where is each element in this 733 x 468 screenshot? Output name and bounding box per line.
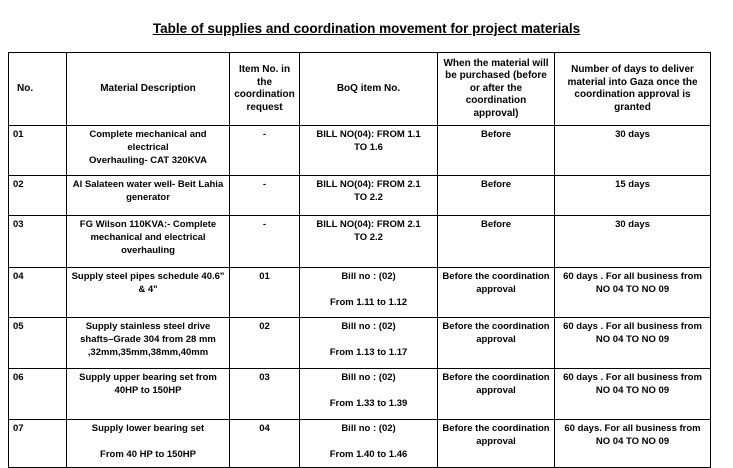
row-item-no: - (230, 176, 300, 216)
row-purchase: Before the coordination approval (438, 369, 555, 420)
row-no: 04 (9, 268, 67, 318)
row-delivery: 60 days. For all business from NO 04 TO NO 09 (555, 420, 711, 468)
row-purchase: Before (438, 176, 555, 216)
table-row (9, 216, 711, 268)
row-purchase: Before (438, 126, 555, 176)
row-item-no: 03 (230, 369, 300, 420)
row-no: 03 (9, 216, 67, 268)
row-description: Supply steel pipes schedule 40.6" & 4" (67, 268, 230, 318)
row-purchase: Before the coordination approval (438, 420, 555, 468)
row-delivery: 15 days (555, 176, 711, 216)
row-description: Supply upper bearing set from 40HP to 150HP (67, 369, 230, 420)
row-description: Supply lower bearing set From 40 HP to 150HP (67, 420, 230, 468)
row-delivery: 60 days . For all business from NO 04 TO NO 09 (555, 268, 711, 318)
row-item-no: 04 (230, 420, 300, 468)
row-purchase: Before the coordination approval (438, 318, 555, 369)
row-purchase: Before the coordination approval (438, 268, 555, 318)
table-row (9, 126, 711, 176)
row-boq: Bill no : (02) From 1.33 to 1.39 (300, 369, 438, 420)
row-boq: Bill no : (02) From 1.40 to 1.46 (300, 420, 438, 468)
row-item-no: 02 (230, 318, 300, 369)
row-no: 07 (9, 420, 67, 468)
header-row (9, 53, 711, 126)
header-no: No. (9, 53, 67, 126)
row-item-no: 01 (230, 268, 300, 318)
row-delivery: 30 days (555, 126, 711, 176)
header-boq: BoQ item No. (300, 53, 438, 126)
table-row (9, 176, 711, 216)
row-description: Supply stainless steel drive shafts–Grade 304 from 28 mm ,32mm,35mm,38mm,40mm (67, 318, 230, 369)
supplies-table (8, 52, 711, 468)
row-no: 05 (9, 318, 67, 369)
row-delivery: 60 days . For all business from NO 04 TO NO 09 (555, 369, 711, 420)
document-title: Table of supplies and coordination movement for project materials (152, 21, 581, 36)
row-description: FG Wilson 110KVA:- Complete mechanical and electrical overhauling (67, 216, 230, 268)
row-no: 06 (9, 369, 67, 420)
header-description: Material Description (67, 53, 230, 126)
row-boq: Bill no : (02) From 1.11 to 1.12 (300, 268, 438, 318)
table-row (9, 420, 711, 468)
row-description: Al Salateen water well- Beit Lahia generator (67, 176, 230, 216)
table-row (9, 318, 711, 369)
table-row (9, 369, 711, 420)
header-delivery: Number of days to deliver material into Gaza once the coordination approval is granted (555, 53, 711, 126)
row-delivery: 60 days . For all business from NO 04 TO NO 09 (555, 318, 711, 369)
row-boq: Bill no : (02) From 1.13 to 1.17 (300, 318, 438, 369)
row-item-no: - (230, 216, 300, 268)
header-item-no: Item No. in the coordination request (230, 53, 300, 126)
row-delivery: 30 days (555, 216, 711, 268)
row-description: Complete mechanical and electrical Overhauling- CAT 320KVA (67, 126, 230, 176)
row-no: 02 (9, 176, 67, 216)
row-boq: BILL NO(04): FROM 1.1 TO 1.6 (300, 126, 438, 176)
row-no: 01 (9, 126, 67, 176)
header-purchase: When the material will be purchased (before or after the coordination approval) (438, 53, 555, 126)
row-boq: BILL NO(04): FROM 2.1 TO 2.2 (300, 216, 438, 268)
row-item-no: - (230, 126, 300, 176)
table-row (9, 268, 711, 318)
row-boq: BILL NO(04): FROM 2.1 TO 2.2 (300, 176, 438, 216)
row-purchase: Before (438, 216, 555, 268)
